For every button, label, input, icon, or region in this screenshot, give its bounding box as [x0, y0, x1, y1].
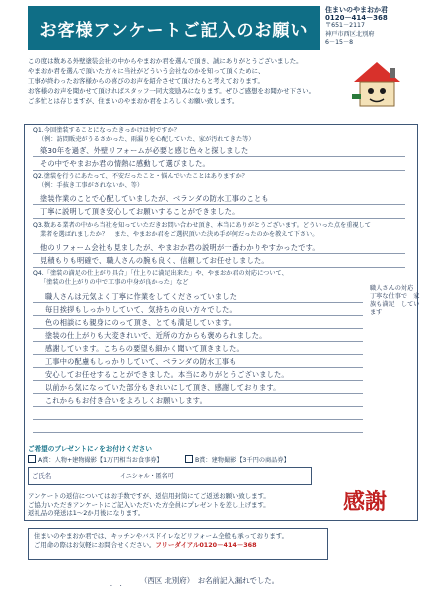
answer-3-line-1: 他のリフォーム会社も見ましたが、やまおか君の説明が一番わかりやすかったです。 [40, 243, 320, 252]
answer-2-line-2: 丁寧に説明して頂き安心してお願いすることができました。 [40, 207, 240, 216]
answer-rule [33, 380, 363, 381]
answer-4-line-5: 感謝しています。こちらの要望も細かく聞いて頂きました。 [45, 344, 244, 353]
note-line: アンケートの返信についてはお手数ですが、返信用封筒にてご返送お願い致します。 [28, 492, 270, 500]
name-note: イニシャル・匿名可 [120, 473, 174, 480]
footer-line-2 [34, 541, 322, 550]
answer-rule [33, 419, 363, 420]
company-name: 住まいのやまおか君 [325, 6, 388, 14]
intro-line: やまおか君を選んで頂いた方々に当社がどういう会社なのかを知って頂くために、 [28, 66, 265, 75]
intro-line: 工事が終わったお客様からの喜びのお声を紹介させて頂けたらと考えております。 [28, 76, 264, 85]
company-info [325, 6, 420, 47]
present-option-a[interactable] [28, 455, 163, 464]
kansha-handwritten: 感謝 [342, 490, 387, 515]
present-option-b-label: B賞：建物撮影【3千円の商品券】 [195, 457, 290, 464]
company-postal: 〒651－2117 [325, 22, 365, 30]
answer-rule [33, 406, 363, 407]
answer-rule [33, 315, 363, 316]
page-title: お客様アンケートご記入のお願い [28, 6, 320, 50]
return-notes [28, 492, 328, 518]
question-2: Q2.塗装を行うにあたって、不安だったこと・悩んでいたことはありますか？ [33, 173, 248, 180]
question-3-line-2: 業者を選ばれましたか？ また、やまおか君をご選択頂いた決め手が何だったのかを教えて下さい。 [40, 231, 319, 238]
answer-rule [33, 393, 363, 394]
answer-1-line-2: その中でやまおか君の情熱に感動して選びました。 [40, 159, 210, 168]
answer-4-line-6: 工事中の配慮もしっかりしていて、ベランダの防水工事も [45, 357, 237, 366]
company-tel: 0120－414－368 [325, 14, 388, 23]
checkbox-a[interactable] [28, 455, 36, 463]
answer-4-line-2: 毎日挨拶もしっかりしていて、気持ちの良い方々でした。 [45, 305, 237, 314]
question-3: Q3.数ある業者の中から当社を知っていただきお問い合わせ頂き、本当にありがとうございます。どういった点を重視して [33, 222, 371, 229]
answer-rule [33, 253, 405, 254]
footer-line-1: 住まいのやまおか君では、キッチンやバスドイレなどリフォーム全般も承っております。 [34, 532, 289, 540]
answer-4-line-3: 色の相談にも親身にのって頂き、とても満足しています。 [45, 318, 237, 327]
side-handwritten-note: 職人さんの対応 丁寧な仕事で 家族も満足 しています [370, 285, 420, 316]
answer-rule [33, 432, 363, 433]
intro-text [28, 57, 350, 107]
question-1-hint: （例：訪問販売がうるさかった、雨漏りを心配していた、家が汚れてきた等） [38, 136, 255, 143]
answer-rule [33, 328, 363, 329]
answer-rule [33, 170, 405, 171]
intro-line: ご多忙とは存じますが、住まいのやまおか君をよろしくお願い致します。 [28, 96, 239, 105]
present-option-b[interactable] [185, 455, 290, 464]
free-dial: フリーダイアル0120－414－368 [155, 540, 257, 549]
answer-rule [33, 341, 363, 342]
intro-line: この度は数ある外壁塗装会社の中からやまおか君を選んで頂き、誠にありがとうございました。 [28, 57, 303, 65]
answer-1-line-1: 築30年を過ぎ、外壁リフォームが必要と感じ色々と探しました [40, 146, 249, 155]
intro-line: お客様のお声を聞かせて頂ければスタッフ一同大変励みになります。ぜひご感想をお聞かせ下さい。 [28, 86, 316, 95]
answer-4-line-8: 以前から気になっていた部分もきれいにして頂き、感謝しております。 [45, 383, 281, 392]
company-address-1: 神戸市西区北別府 [325, 30, 375, 38]
answer-rule [33, 367, 363, 368]
answer-4-line-7: 安心してお任せすることができました。本当にありがとうございました。 [45, 370, 289, 379]
question-4-line-2: 「塗装の仕上がりの中で工事の中身が良かった」など [40, 279, 189, 286]
answer-rule [33, 354, 363, 355]
answer-4-line-4: 塗装の仕上がりも大変きれいで、近所の方からも褒められました。 [45, 331, 267, 340]
note-line: 返礼品の発送は1～2か月後になります。 [28, 509, 145, 518]
answer-4-line-9: これからもお付き合いをよろしくお願いします。 [45, 396, 207, 405]
checkbox-b[interactable] [185, 455, 193, 463]
answer-rule [33, 218, 405, 219]
answer-3-line-2: 見積もりも明確で、職人さんの腕も良く、信頼してお任せしました。 [40, 256, 269, 265]
note-line: ご協力いただきアンケートにご記入いただいた方全員にプレゼントを差し上げます。 [28, 500, 270, 509]
present-option-a-label: A賞：人物+建物撮影【1万円相当お食事券】 [38, 457, 163, 464]
answer-rule [33, 267, 405, 268]
footer-box [28, 528, 328, 560]
answer-2-line-1: 塗装作業のことで心配していましたが、ベランダの防水工事のことも [40, 194, 269, 203]
present-heading: ご希望のプレゼントに✓をお付けください [28, 445, 152, 453]
answer-rule [33, 156, 405, 157]
company-address-2: 6－15－8 [325, 38, 354, 46]
house-mascot-icon [350, 58, 404, 112]
question-4: Q4.「塗装の満足の仕上がり具合」「仕上りに満足出来た」や、やまおか君の対応について、 [33, 270, 288, 277]
answer-4-line-1: 職人さんは元気よく丁寧に作業をしてくださっていました [45, 292, 238, 301]
question-2-hint: （例：手抜き工事がされないか、等） [38, 182, 144, 189]
name-label: ご氏名 [32, 472, 52, 480]
bottom-date: . . [95, 579, 122, 588]
answer-rule [33, 302, 363, 303]
answer-rule [33, 204, 405, 205]
footer-line-2-text: ご用命の際はお気軽にお問合せください。 [34, 540, 156, 549]
bottom-handwritten-note: （西区 北別府） お名前記入漏れでした。 [140, 576, 280, 585]
question-1: Q1.今回塗装することになったきっかけは何ですか？ [33, 127, 180, 134]
